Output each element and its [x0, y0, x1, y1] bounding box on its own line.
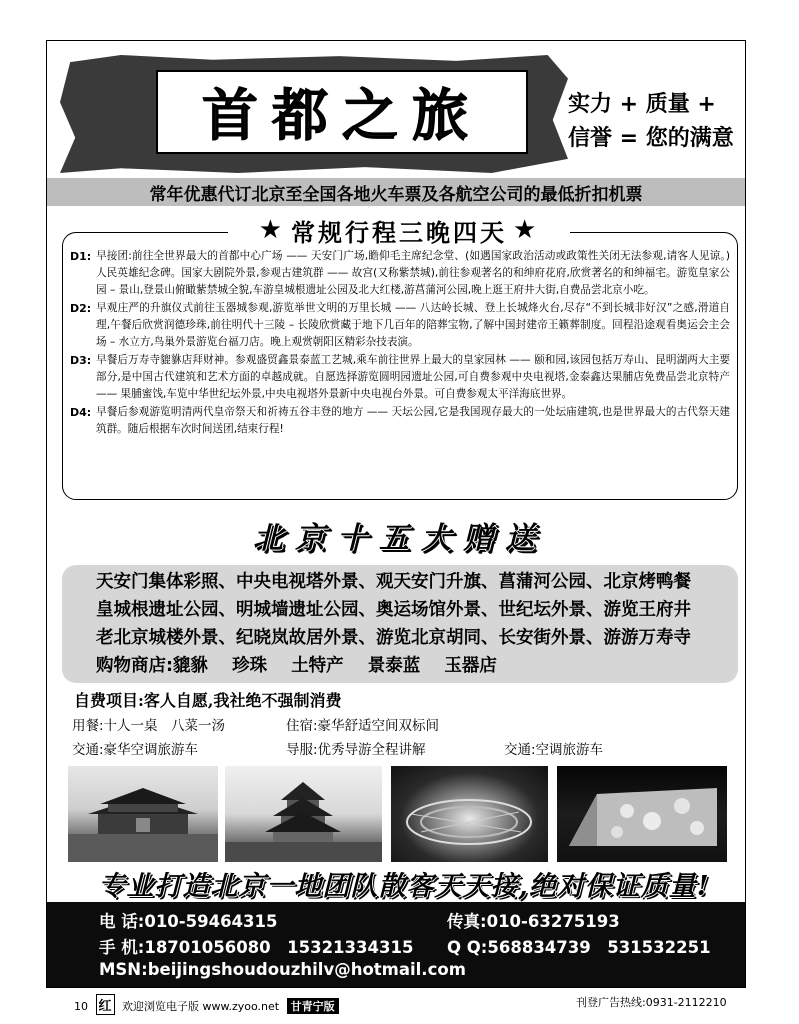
- gifts-title-char: 送: [505, 521, 535, 556]
- shopping-item: 购物商店:貔貅: [96, 656, 208, 676]
- tiananmen-photo: [68, 766, 218, 862]
- itinerary-day: [70, 352, 730, 403]
- gifts-title-char: 十: [337, 521, 367, 556]
- birds-nest-illustration: [391, 766, 548, 862]
- day-text: 早接团:前往全世界最大的首都中心广场 —— 天安门广场,瞻仰毛主席纪念堂、(如遇国家政治活动或政策性关闭无法参观,请客人见谅。)人民英雄纪念碑。国家大剧院外景,参观古建筑群 —— 故宫(又称紫禁城),前往参观著名的和绅府花府,欣赏著名的和绅福宅。游览皇家公园 – 景山,登景山俯瞰紫禁城全貌,车游皇城根遗址公园及北大红楼,游菖蒲河公园,晚上逛王府井大街,自费品尝北京小吃。: [96, 250, 730, 296]
- shopping-item: 土特产: [291, 656, 344, 676]
- shopping-row: [96, 652, 736, 680]
- page-number: 10: [74, 1000, 88, 1013]
- itinerary-title-text: 常规行程三晚四天: [291, 218, 507, 247]
- gifts-title-char: 五: [379, 521, 409, 556]
- itinerary-body: [70, 248, 730, 439]
- welcome-text: 欢迎浏览电子版 www.zyoo.net: [122, 1000, 280, 1013]
- star-icon: ★: [513, 215, 540, 245]
- day-label: D3:: [70, 354, 92, 367]
- water-cube-photo: [557, 766, 727, 862]
- slogan-line-2: 信誉 = 您的满意: [568, 126, 734, 151]
- shopping-item: 玉器店: [444, 656, 497, 676]
- edition-badge: 甘青宁版: [287, 998, 339, 1014]
- itinerary-title: [228, 212, 570, 248]
- day-text: 早餐后参观游览明清两代皇帝祭天和祈祷五谷丰登的地方 —— 天坛公园,它是我国现存最大的一处坛庙建筑,也是世界最大的古代祭天建筑群。随后根据车次时间送团,结束行程!: [96, 406, 730, 435]
- meal-info: 用餐:十人一桌 八菜一汤: [72, 718, 226, 734]
- mobile-numbers: 手 机:18701056080 15321334315: [99, 938, 414, 957]
- msn-address: MSN:beijingshoudouzhilv@hotmail.com: [99, 960, 466, 979]
- day-text: 早餐后万寿寺貔貅店拜财神。参观盛贸鑫景泰蓝工艺城,乘车前往世界上最大的皇家园林 —— 颐和园,该园包括万寿山、昆明湖两大主要部分,是中国古代建筑和艺术方面的卓越成就。自愿选择游览圆明园遗址公园,可自费参观中央电视塔,金泰鑫达果脯店免费品尝北京特产 —— 果脯蜜饯,车览中华世纪坛外景,中央电视塔外景新中央电视台外景。可自费参观太平洋海底世界。: [96, 354, 730, 400]
- slogan: [568, 88, 748, 156]
- temple-illustration: [225, 766, 382, 862]
- slogan-line-1: 实力 + 质量 +: [568, 92, 716, 117]
- gifts-title-char: 赠: [463, 521, 493, 556]
- day-label: D2:: [70, 302, 92, 315]
- transport-info: 交通:豪华空调旅游车: [72, 742, 199, 758]
- ticket-banner: 常年优惠代订北京至全国各地火车票及各航空公司的最低折扣机票: [47, 178, 745, 206]
- fax-number: 传真:010-63275193: [447, 912, 620, 931]
- shopping-item: 珍珠: [232, 656, 268, 676]
- water-cube-illustration: [557, 766, 727, 862]
- red-logo: 红: [96, 994, 115, 1015]
- title-box: [156, 70, 528, 154]
- qq-numbers: Q Q:568834739 531532251: [447, 938, 711, 957]
- tagline: 专业打造北京一地团队散客天天接,绝对保证质量!: [98, 871, 710, 902]
- day-text: 早观庄严的升旗仪式前往玉器城参观,游览举世文明的万里长城 —— 八达岭长城、登上长城烽火台,尽存“不到长城非好汉”之感,滑道自理,午餐后欣赏润德珍珠,前往明代十三陵 – 长陵欣赏藏于地下几百年的陪葬宝物,了解中国封建帝王籁葬制度。回程沿途观看奥运会主会场 – 水立方,鸟巢外景游览台福刀店。晚上观赏朝阳区精彩杂技表演。: [96, 302, 730, 348]
- lodging-info: 住宿:豪华舒适空间双标间: [286, 718, 440, 734]
- gift-line: 天安门集体彩照、中央电视塔外景、观天安门升旗、菖蒲河公园、北京烤鸭餐: [96, 572, 691, 592]
- self-pay-note: 自费项目:客人自愿,我社绝不强制消费: [74, 691, 342, 710]
- itinerary-day: [70, 248, 730, 299]
- gifts-title-char: 京: [295, 521, 325, 556]
- gift-line: 老北京城楼外景、纪晓岚故居外景、游览北京胡同、长安街外景、游游万寿寺: [96, 628, 691, 648]
- gifts-title-char: 北: [253, 521, 283, 556]
- gifts-list: [96, 568, 736, 680]
- itinerary-day: [70, 404, 730, 438]
- gift-line: 皇城根遗址公园、明城墙遗址公园、奥运场馆外景、世纪坛外景、游览王府井: [96, 600, 691, 620]
- birds-nest-photo: [391, 766, 548, 862]
- shopping-item: 景泰蓝: [367, 656, 421, 676]
- gifts-title-char: 大: [421, 521, 451, 556]
- contact-band: [47, 902, 745, 987]
- ad-hotline: 刊登广告热线:0931-2112210: [576, 996, 727, 1009]
- day-label: D1:: [70, 250, 92, 263]
- star-icon: ★: [258, 215, 285, 245]
- guide-info: 导服:优秀导游全程讲解: [286, 742, 426, 758]
- footer-left: [74, 994, 339, 1015]
- day-label: D4:: [70, 406, 92, 419]
- phone-number: 电 话:010-59464315: [99, 912, 278, 931]
- tiananmen-illustration: [68, 766, 218, 862]
- transport-info-2: 交通:空调旅游车: [504, 742, 604, 758]
- itinerary-day: [70, 300, 730, 351]
- gifts-title: [204, 512, 584, 558]
- temple-of-heaven-photo: [225, 766, 382, 862]
- page-title: 首都之旅: [202, 84, 482, 149]
